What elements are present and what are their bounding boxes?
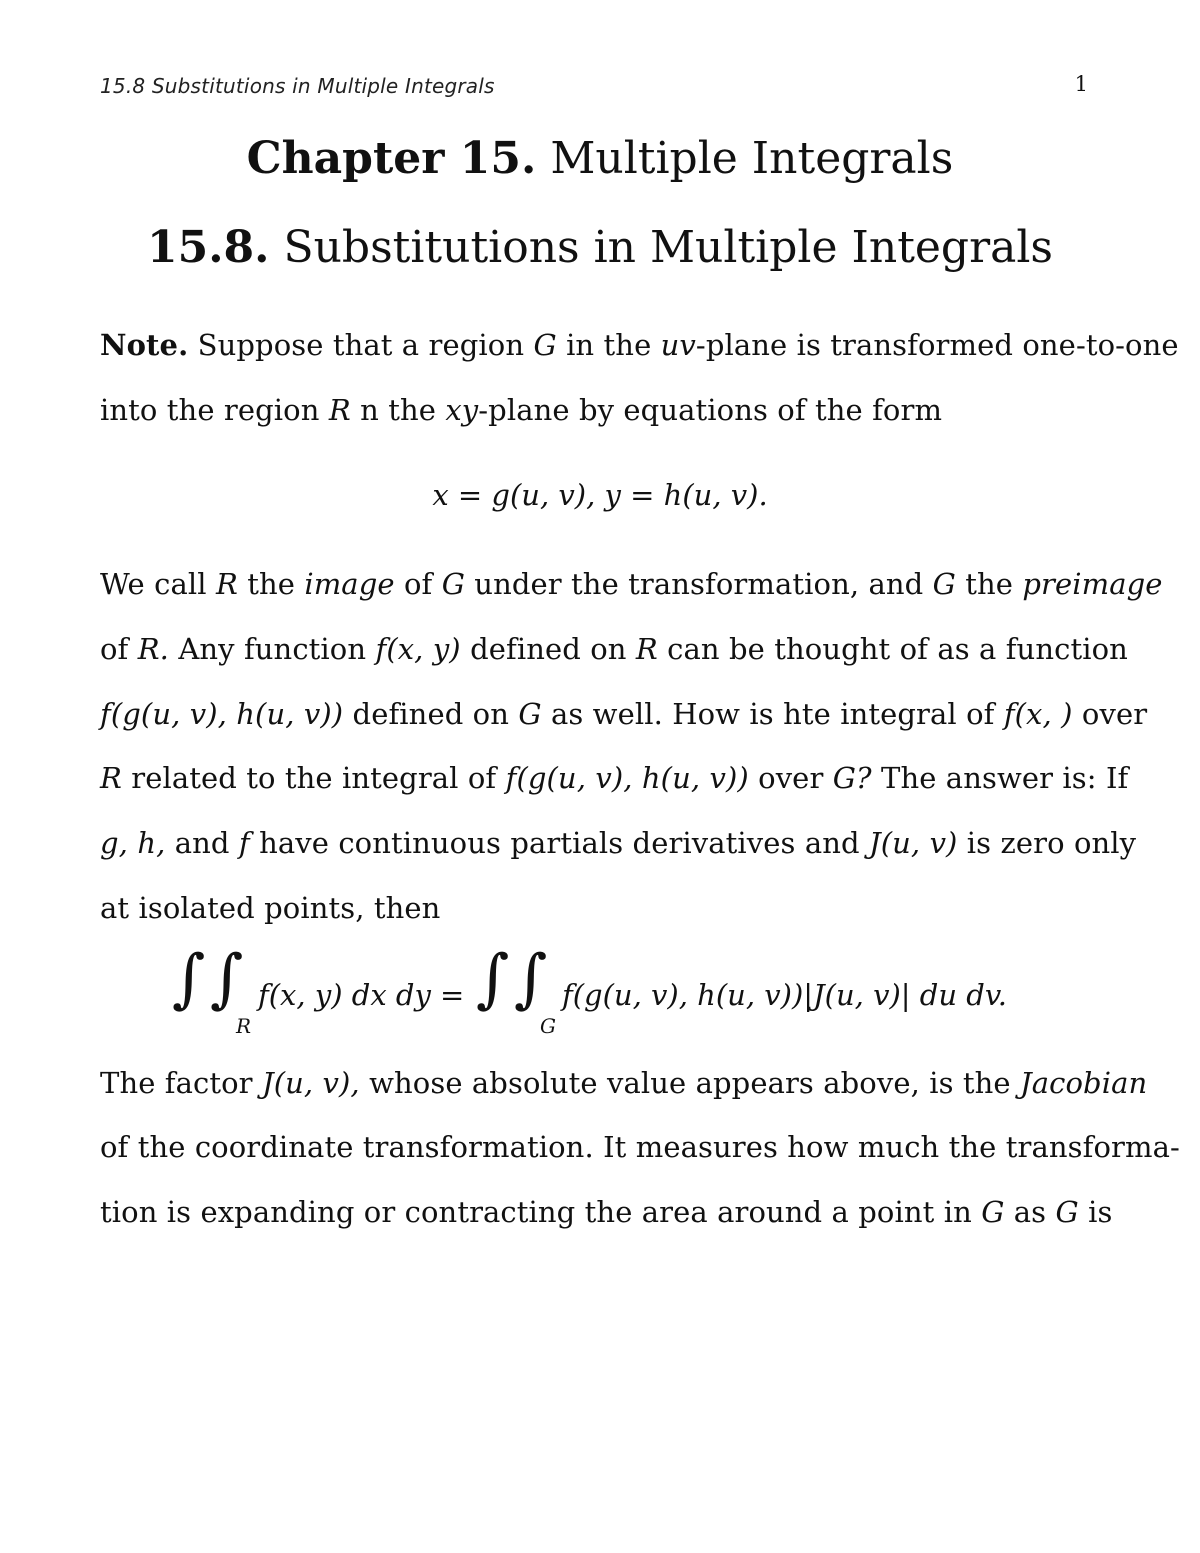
para3-line-2 bbox=[100, 1130, 1180, 1164]
text-run: is bbox=[1088, 1195, 1113, 1229]
math-R: R bbox=[100, 761, 122, 795]
text-run: can be thought of as a function bbox=[667, 632, 1128, 666]
para2-line-3 bbox=[100, 697, 1148, 731]
math-uv: uv bbox=[660, 328, 696, 362]
math-G: G? bbox=[832, 761, 872, 795]
math-R: R. bbox=[137, 632, 169, 666]
integral-sign: ∫ bbox=[476, 942, 510, 1016]
integral-sign: ∫ bbox=[210, 942, 244, 1016]
chapter-label: Chapter 15. bbox=[246, 133, 537, 184]
math-h: h, bbox=[137, 826, 166, 860]
equation-change-of-variables bbox=[0, 942, 1200, 1040]
text-run: of bbox=[403, 567, 433, 601]
math-g: g, bbox=[100, 826, 128, 860]
text-run: under the transformation, and bbox=[474, 567, 924, 601]
text-run: defined on bbox=[470, 632, 627, 666]
math-G: G bbox=[981, 1195, 1005, 1229]
text-run: whose absolute value appears above, is the bbox=[369, 1066, 1011, 1100]
integral-sign: ∫ bbox=[172, 942, 206, 1016]
para2-line-6: at isolated points, then bbox=[100, 891, 441, 925]
text-run: the bbox=[965, 567, 1014, 601]
subscript-R: R bbox=[236, 1014, 252, 1038]
note-label: Note. bbox=[100, 328, 189, 362]
para2-line-2 bbox=[100, 632, 1128, 666]
section-label: 15.8. bbox=[146, 222, 270, 273]
note-line-2 bbox=[100, 393, 1088, 427]
term-image: image bbox=[304, 567, 395, 601]
equation-lhs: f(x, y) dx dy = bbox=[258, 978, 465, 1012]
text-run: The factor bbox=[100, 1066, 253, 1100]
section-title bbox=[0, 222, 1200, 273]
equation-transform: x = g(u, v), y = h(u, v). bbox=[432, 478, 768, 512]
section-name: Substitutions in Multiple Integrals bbox=[283, 222, 1054, 273]
text-run: of bbox=[100, 632, 129, 666]
text-run: -plane is transformed one-to-one bbox=[695, 328, 1179, 362]
term-jacobian: Jacobian bbox=[1020, 1066, 1148, 1100]
text-run: over bbox=[1081, 697, 1148, 731]
text-run: as bbox=[1013, 1195, 1047, 1229]
math-R: R bbox=[328, 393, 351, 427]
math-J: J(u, v) bbox=[869, 826, 958, 860]
chapter-title bbox=[0, 133, 1200, 184]
running-title: 15.8 Substitutions in Multiple Integrals bbox=[100, 74, 495, 98]
math-R: R bbox=[635, 632, 658, 666]
equation-rhs: f(g(u, v), h(u, v))|J(u, v)| du dv. bbox=[562, 978, 1007, 1012]
text-run: Suppose that a region bbox=[197, 328, 525, 362]
math-f: f bbox=[238, 826, 250, 860]
text-run: n the bbox=[360, 393, 436, 427]
math-G: G bbox=[518, 697, 542, 731]
text-run: tion is expanding or contracting the area around a point in bbox=[100, 1195, 972, 1229]
math-G: G bbox=[1055, 1195, 1079, 1229]
para3-line-3 bbox=[100, 1195, 1113, 1229]
text-run: related to the integral of bbox=[131, 761, 497, 795]
math-G: G bbox=[441, 567, 465, 601]
subscript-G: G bbox=[540, 1014, 556, 1038]
text-run: of the coordinate transformation. It measures how much the transforma- bbox=[100, 1130, 1180, 1164]
text-run: in the bbox=[566, 328, 652, 362]
para2-line-1 bbox=[100, 567, 1163, 601]
math-fgh: f(g(u, v), h(u, v)) bbox=[100, 697, 344, 731]
text-run: the bbox=[247, 567, 295, 601]
math-G: G bbox=[533, 328, 557, 362]
term-preimage: preimage bbox=[1022, 567, 1163, 601]
note-line-1 bbox=[100, 328, 1179, 362]
text-run: The answer is: If bbox=[881, 761, 1129, 795]
text-run: is zero only bbox=[966, 826, 1137, 860]
para2-line-4 bbox=[100, 761, 1129, 795]
para3-line-1 bbox=[100, 1066, 1148, 1100]
text-run: have continuous partials derivatives and bbox=[259, 826, 860, 860]
text-run: as well. How is hte integral of bbox=[550, 697, 995, 731]
text-run: and bbox=[174, 826, 230, 860]
text-run: defined on bbox=[352, 697, 510, 731]
math-G: G bbox=[932, 567, 956, 601]
text-run: over bbox=[758, 761, 824, 795]
page-number: 1 bbox=[1074, 72, 1088, 96]
chapter-name: Multiple Integrals bbox=[550, 133, 954, 184]
text-run: -plane by equations of the form bbox=[478, 393, 943, 427]
math-fx: f(x, ) bbox=[1003, 697, 1073, 731]
math-R: R bbox=[215, 567, 238, 601]
math-xy: xy bbox=[445, 393, 479, 427]
text-run: Any function bbox=[178, 632, 367, 666]
text-run: We call bbox=[100, 567, 207, 601]
text-run: into the region bbox=[100, 393, 320, 427]
para2-line-5 bbox=[100, 826, 1137, 860]
integral-sign: ∫ bbox=[514, 942, 548, 1016]
math-J: J(u, v), bbox=[261, 1066, 360, 1100]
math-fxy: f(x, y) bbox=[375, 632, 461, 666]
math-fgh: f(g(u, v), h(u, v)) bbox=[505, 761, 749, 795]
